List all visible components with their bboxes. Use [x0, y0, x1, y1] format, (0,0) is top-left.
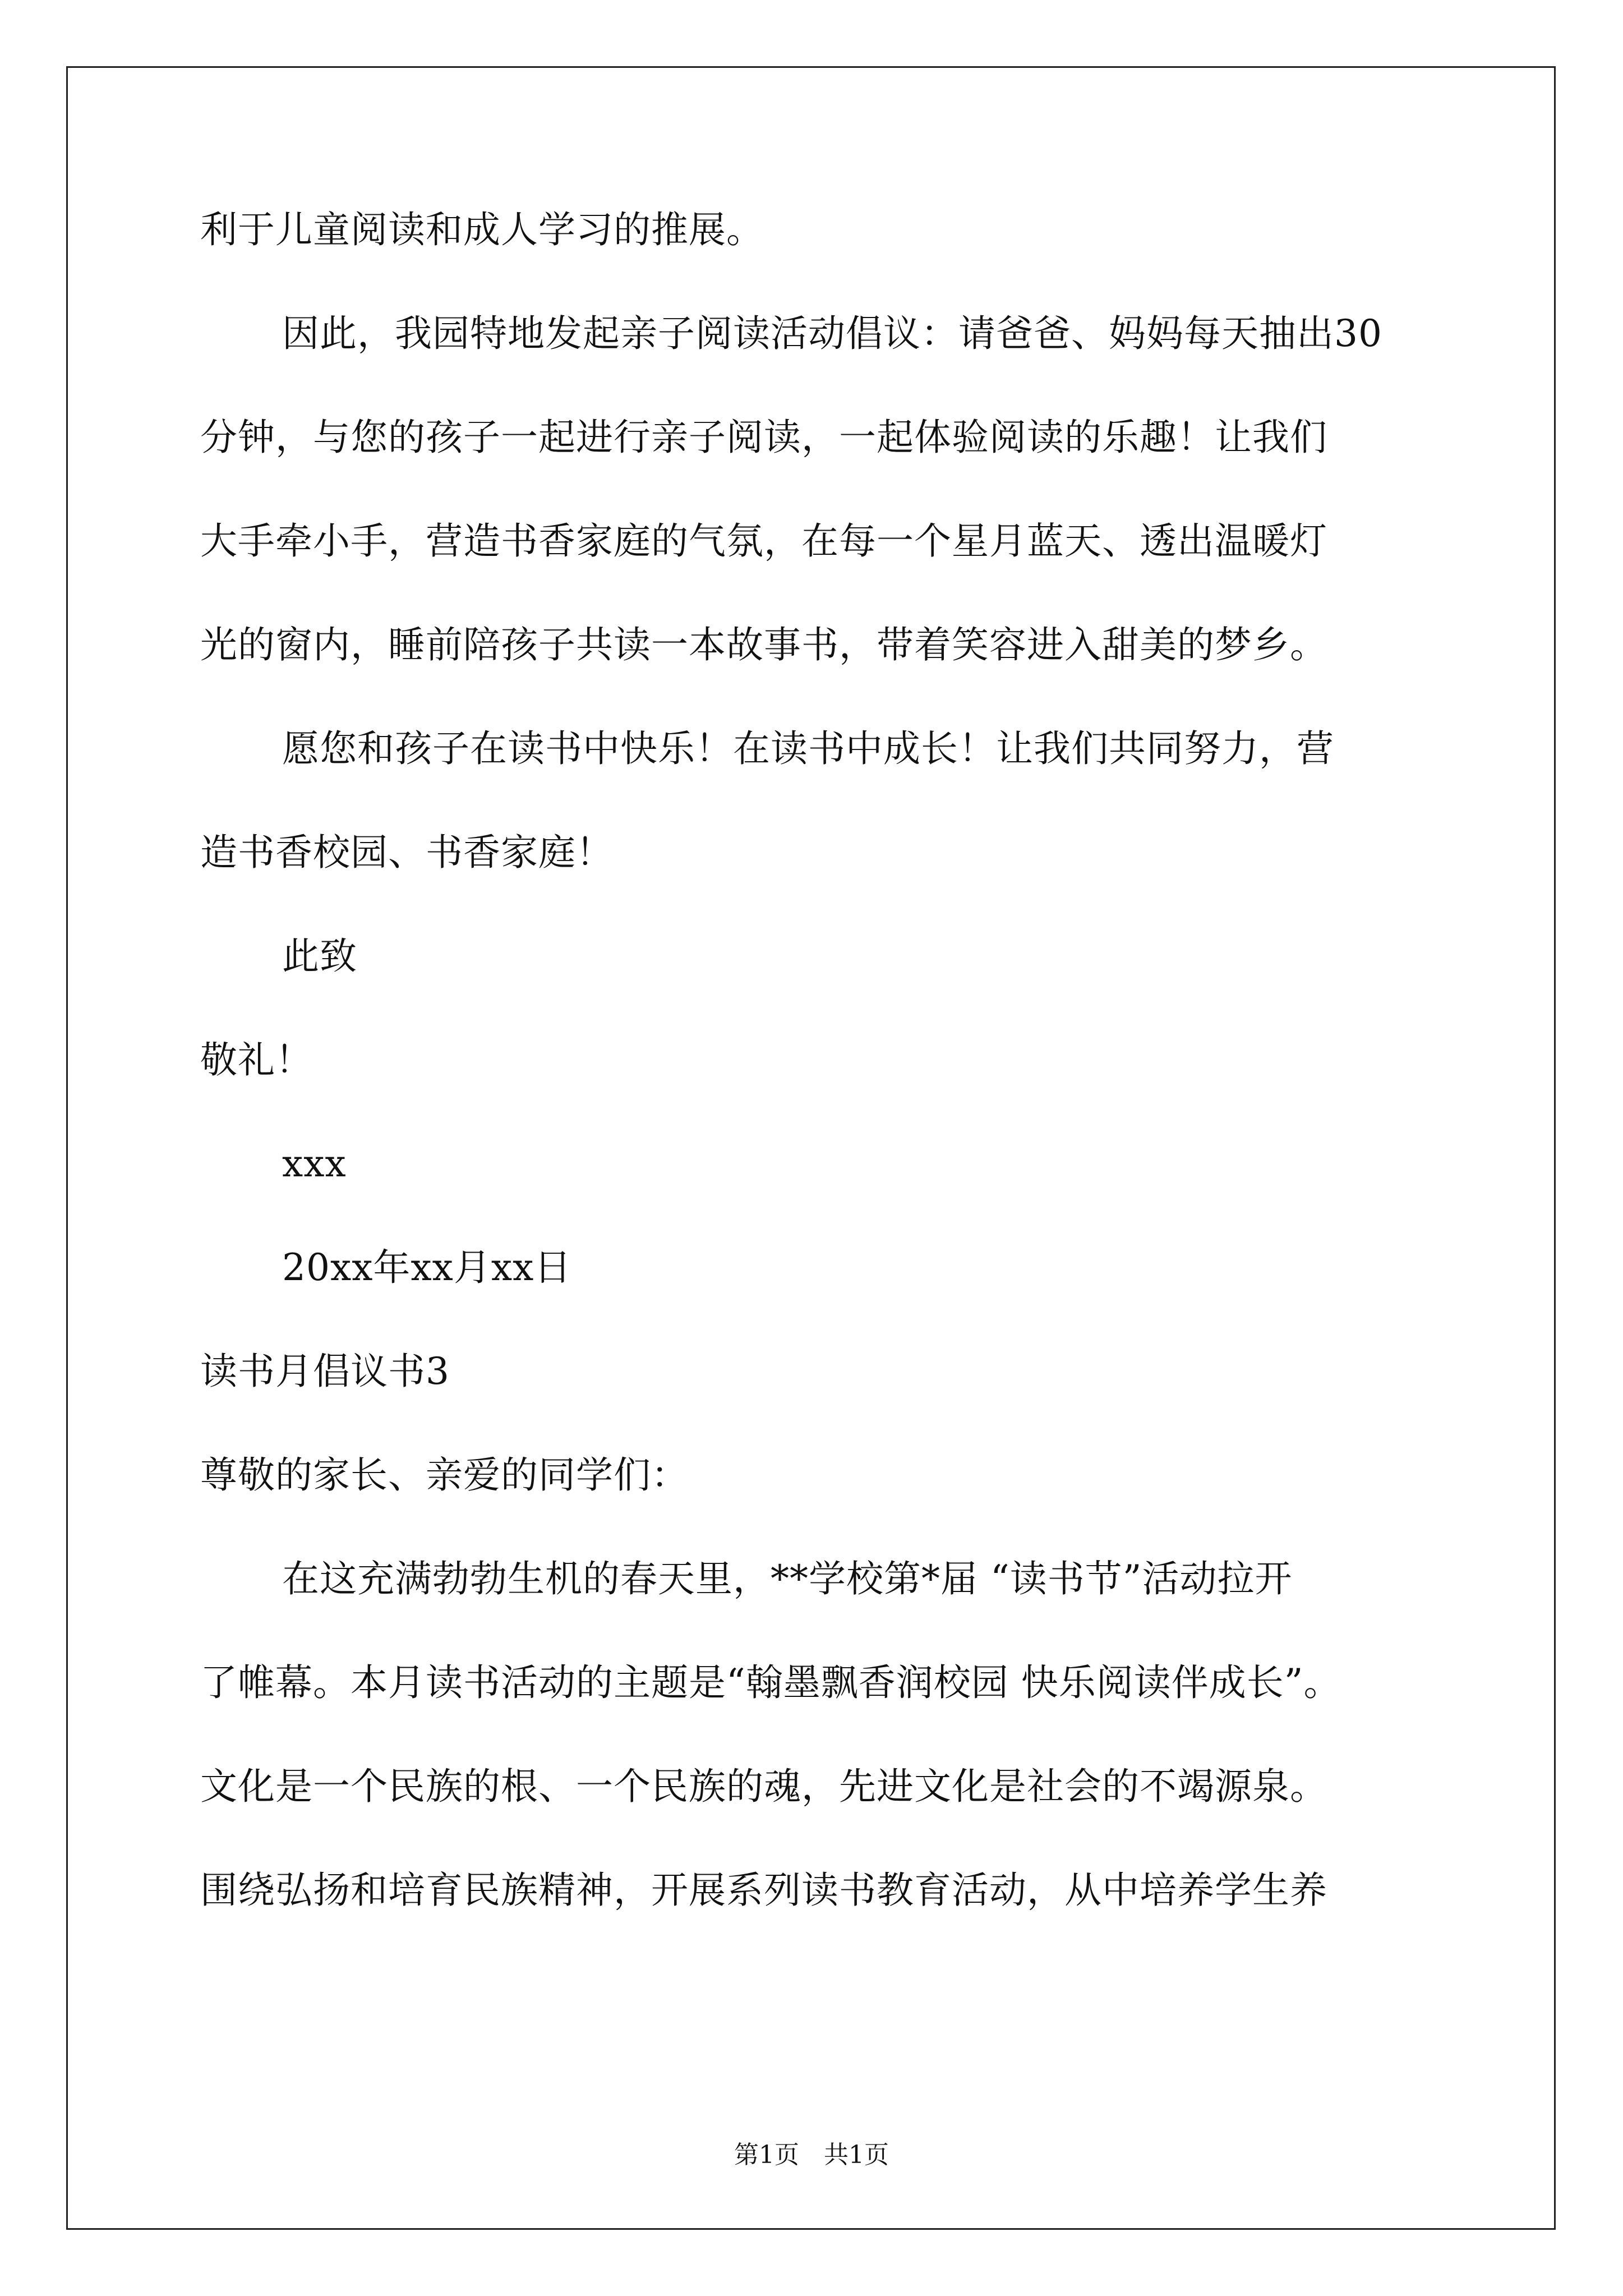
paragraph-line: 文化是一个民族的根、一个民族的魂，先进文化是社会的不竭源泉。	[200, 1765, 1327, 1808]
paragraph-line: 大手牵小手，营造书香家庭的气氛，在每一个星月蓝天、透出温暖灯	[200, 519, 1327, 563]
paragraph-line: 在这充满勃勃生机的春天里，**学校第*届 “读书节”活动拉开	[282, 1557, 1293, 1600]
paragraph-line: 因此，我园特地发起亲子阅读活动倡议：请爸爸、妈妈每天抽出30	[282, 312, 1382, 355]
paragraph-line: 了帷幕。本月读书活动的主题是“翰墨飘香润校园 快乐阅读伴成长”。	[200, 1661, 1341, 1704]
paragraph-line: 利于儿童阅读和成人学习的推展。	[200, 208, 764, 251]
paragraph-line: 围绕弘扬和培育民族精神，开展系列读书教育活动，从中培养学生养	[200, 1869, 1327, 1912]
paragraph-line: 光的窗内，睡前陪孩子共读一本故事书，带着笑容进入甜美的梦乡。	[200, 623, 1327, 666]
date-line: 20xx年xx月xx日	[282, 1246, 572, 1289]
closing-line: 此致	[282, 935, 357, 978]
salutation-line: 敬礼！	[200, 1038, 313, 1082]
paragraph-line: 造书香校园、书香家庭！	[200, 831, 614, 874]
section-title: 读书月倡议书3	[200, 1350, 450, 1393]
paragraph-line: 分钟，与您的孩子一起进行亲子阅读，一起体验阅读的乐趣！让我们	[200, 416, 1327, 459]
paragraph-line: 愿您和孩子在读书中快乐！在读书中成长！让我们共同努力，营	[282, 727, 1334, 770]
greeting-line: 尊敬的家长、亲爱的同学们：	[200, 1453, 689, 1497]
page-number-footer: 第1页 共1页	[734, 2141, 889, 2169]
signature-line: xxx	[282, 1142, 347, 1185]
